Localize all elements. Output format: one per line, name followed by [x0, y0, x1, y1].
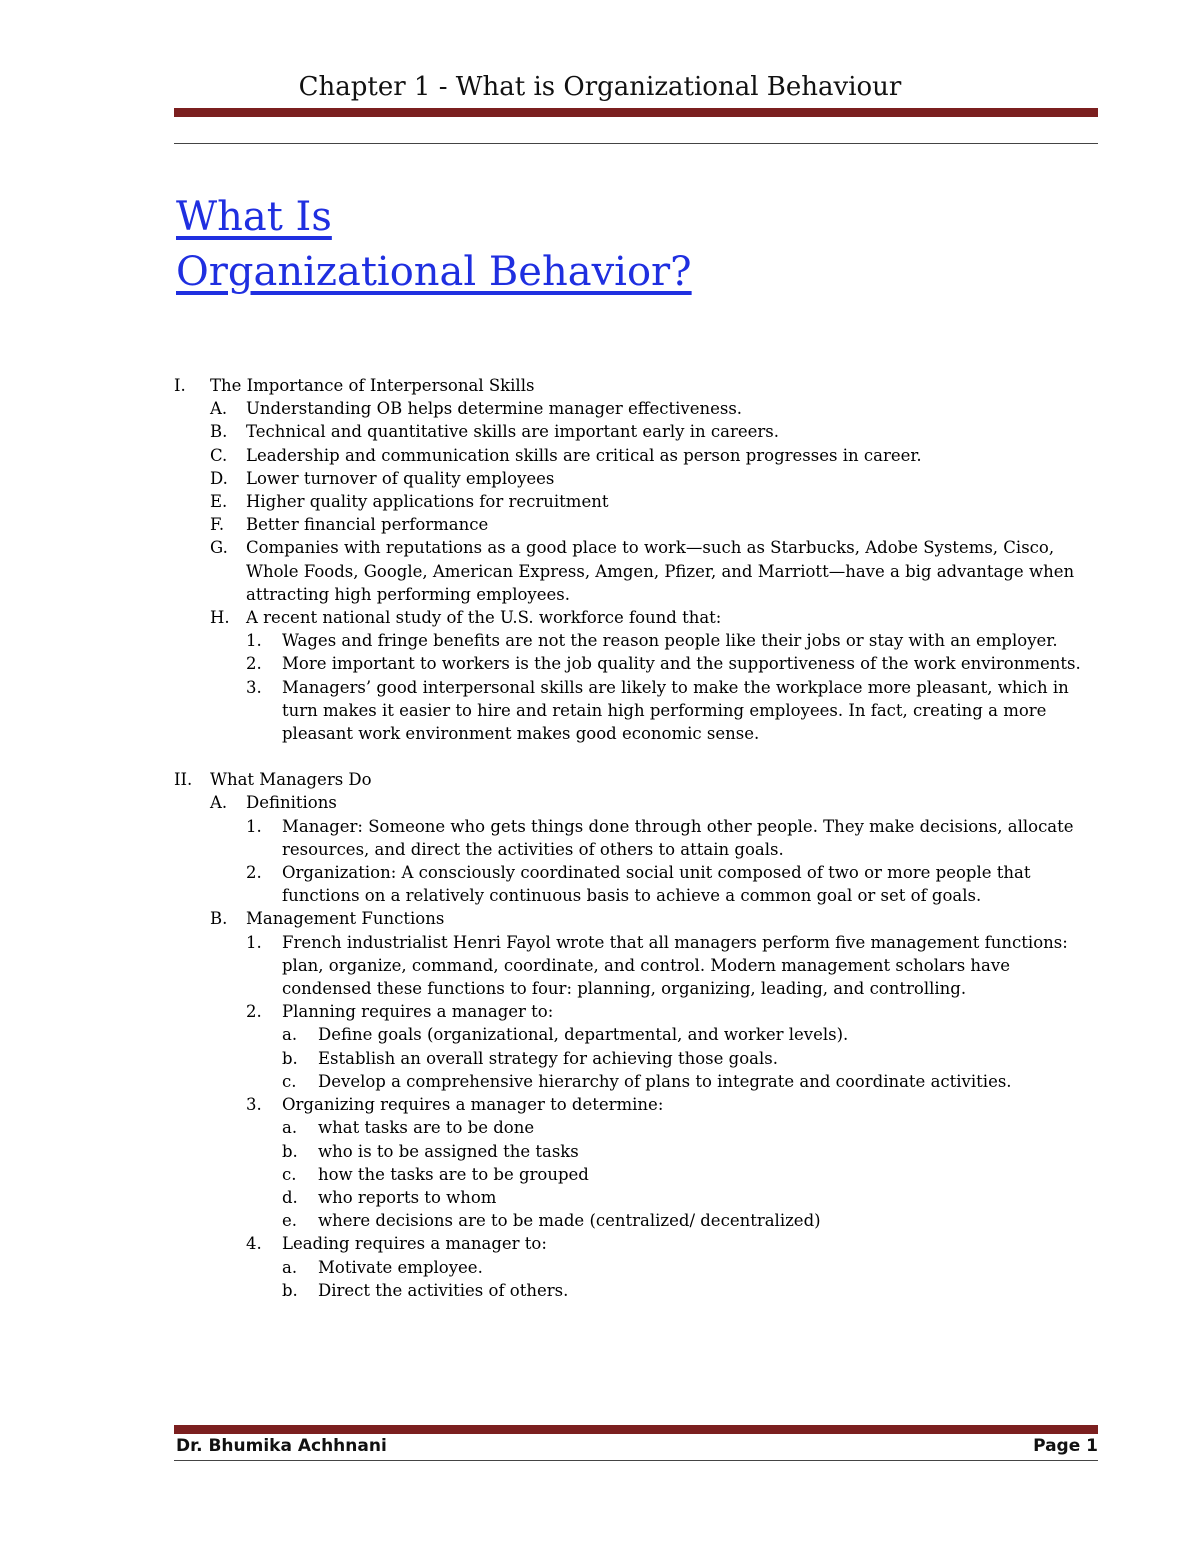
outline-text: Establish an overall strategy for achieving those goals. — [318, 1048, 778, 1068]
outline-text: French industrialist Henri Fayol wrote that all managers perform five management functions: plan, organize, command, coordinate, and control. Modern management scholars have condensed these functions to four: planning, organizing, leading, and controlling. — [282, 932, 1068, 999]
outline-text: where decisions are to be made (centralized/ decentralized) — [318, 1211, 821, 1231]
outline-marker: 2. — [246, 654, 262, 674]
outline-text: what tasks are to be done — [318, 1118, 535, 1138]
outline-item — [174, 1232, 1104, 1255]
outline-item — [174, 444, 1104, 467]
outline-text: More important to workers is the job quality and the supportiveness of the work environments. — [282, 654, 1081, 674]
outline-text: What Managers Do — [210, 770, 372, 790]
outline-text: Management Functions — [246, 909, 445, 929]
outline-marker: B. — [210, 422, 228, 442]
outline-text: Motivate employee. — [318, 1257, 483, 1277]
outline-item — [174, 420, 1104, 443]
outline-spacer — [174, 745, 1104, 768]
footer-rule-thick — [174, 1425, 1098, 1434]
outline-marker: C. — [210, 445, 228, 465]
outline-marker: B. — [210, 909, 228, 929]
outline-item — [174, 861, 1104, 907]
outline-text: Understanding OB helps determine manager effectiveness. — [246, 399, 743, 419]
title-line-1[interactable]: What Is — [176, 194, 332, 240]
outline-item — [174, 490, 1104, 513]
outline-marker: e. — [282, 1211, 298, 1231]
outline-item — [174, 1070, 1104, 1093]
outline-item — [174, 397, 1104, 420]
outline-marker: b. — [282, 1141, 298, 1161]
outline-list — [174, 374, 1104, 1302]
outline-item — [174, 1093, 1104, 1116]
outline-text: who is to be assigned the tasks — [318, 1141, 579, 1161]
outline-text: who reports to whom — [318, 1187, 497, 1207]
outline-marker: 3. — [246, 1095, 262, 1115]
outline-item — [174, 1000, 1104, 1023]
outline-item — [174, 1116, 1104, 1139]
outline-marker: d. — [282, 1187, 298, 1207]
document-title[interactable] — [176, 190, 692, 300]
outline-item — [174, 536, 1104, 606]
outline-text: Lower turnover of quality employees — [246, 468, 555, 488]
outline-marker: b. — [282, 1280, 298, 1300]
outline-text: Technical and quantitative skills are important early in careers. — [246, 422, 779, 442]
outline-marker: 1. — [246, 816, 262, 836]
outline-marker: A. — [210, 399, 228, 419]
outline-marker: 2. — [246, 863, 262, 883]
outline-text: Better financial performance — [246, 515, 489, 535]
outline-item — [174, 768, 1104, 791]
chapter-title: Chapter 1 - What is Organizational Behaviour — [298, 72, 902, 102]
outline-item — [174, 815, 1104, 861]
outline-item — [174, 1256, 1104, 1279]
outline-marker: II. — [174, 770, 193, 790]
outline-item — [174, 606, 1104, 629]
outline-item — [174, 791, 1104, 814]
outline-text: Manager: Someone who gets things done through other people. They make decisions, allocate resources, and direct the activities of others to attain goals. — [282, 816, 1074, 859]
outline-item — [174, 467, 1104, 490]
outline-marker: I. — [174, 376, 186, 395]
outline-item — [174, 1279, 1104, 1302]
outline-text: Direct the activities of others. — [318, 1280, 569, 1300]
outline-marker: G. — [210, 538, 228, 558]
outline-marker: 2. — [246, 1002, 262, 1022]
outline-item — [174, 1140, 1104, 1163]
outline-marker: c. — [282, 1071, 297, 1091]
outline-marker: F. — [210, 515, 225, 535]
outline-text: Leadership and communication skills are critical as person progresses in career. — [246, 445, 922, 465]
outline-marker: 4. — [246, 1234, 262, 1254]
outline-item — [174, 629, 1104, 652]
footer-page-number: Page 1 — [1033, 1436, 1098, 1456]
header-rule-thick — [174, 108, 1098, 117]
outline-item — [174, 1209, 1104, 1232]
outline-marker: A. — [210, 793, 228, 813]
outline-marker: 1. — [246, 631, 262, 651]
outline-marker: a. — [282, 1257, 298, 1277]
outline-item — [174, 1023, 1104, 1046]
outline-item — [174, 907, 1104, 930]
outline-marker: c. — [282, 1164, 297, 1184]
outline-text: Leading requires a manager to: — [282, 1234, 547, 1254]
outline-text: Planning requires a manager to: — [282, 1002, 554, 1022]
outline-text: Define goals (organizational, departmental, and worker levels). — [318, 1025, 849, 1045]
outline-item — [174, 652, 1104, 675]
outline-marker: a. — [282, 1025, 298, 1045]
outline-item — [174, 513, 1104, 536]
footer-rule-thin — [174, 1460, 1098, 1461]
header-rule-thin — [174, 143, 1098, 144]
outline-marker: H. — [210, 608, 230, 628]
outline-text: Wages and fringe benefits are not the reason people like their jobs or stay with an employer. — [282, 631, 1058, 651]
outline-marker: D. — [210, 468, 228, 488]
outline-item — [174, 1047, 1104, 1070]
outline-text: Develop a comprehensive hierarchy of plans to integrate and coordinate activities. — [318, 1071, 1012, 1091]
outline-text: A recent national study of the U.S. workforce found that: — [246, 608, 722, 628]
outline-text: Organizing requires a manager to determine: — [282, 1095, 664, 1115]
outline-marker: E. — [210, 492, 228, 512]
outline-item — [174, 931, 1104, 1001]
outline-item — [174, 676, 1104, 746]
outline-marker: b. — [282, 1048, 298, 1068]
outline-text: Companies with reputations as a good place to work—such as Starbucks, Adobe Systems, Cisco, Whole Foods, Google, American Express, Amgen, Pfizer, and Marriott—have a big advantage when attracting high performing employees. — [246, 538, 1075, 604]
outline-text: Managers’ good interpersonal skills are likely to make the workplace more pleasant, which in turn makes it easier to hire and retain high performing employees. In fact, creating a more pleasant work environment makes good economic sense. — [282, 677, 1069, 744]
outline-item — [174, 374, 1104, 397]
outline-text: Organization: A consciously coordinated social unit composed of two or more people that functions on a relatively continuous basis to achieve a common goal or set of goals. — [282, 863, 1031, 906]
outline-text: The Importance of Interpersonal Skills — [210, 376, 535, 395]
footer-author: Dr. Bhumika Achhnani — [176, 1436, 387, 1456]
outline-item — [174, 1163, 1104, 1186]
outline-marker: 1. — [246, 932, 262, 952]
outline-marker: a. — [282, 1118, 298, 1138]
outline-marker: 3. — [246, 677, 262, 697]
title-line-2[interactable]: Organizational Behavior? — [176, 249, 692, 295]
outline-text: Higher quality applications for recruitment — [246, 492, 609, 512]
outline-text: how the tasks are to be grouped — [318, 1164, 589, 1184]
outline-item — [174, 1186, 1104, 1209]
outline-text: Definitions — [246, 793, 337, 813]
